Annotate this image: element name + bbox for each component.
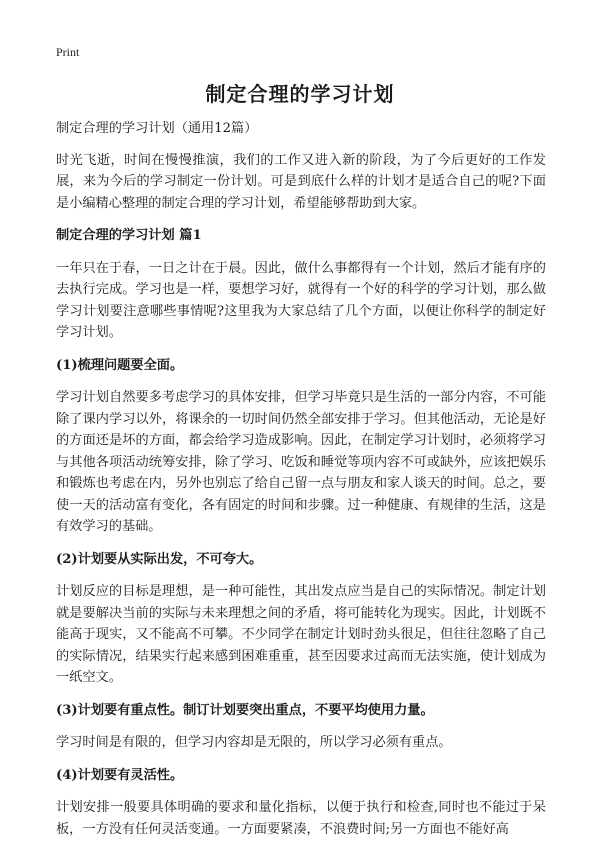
article-intro-paragraph: 一年只在于春，一日之计在于晨。因此，做什么事都得有一个计划，然后才能有序的去执行完成。学习也是一样，要想学习好，就得有一个好的科学的学习计划，那么做学习计划要注意哪些事情呢?这里我为大家总结了几个方面，以便让你科学的制定好学习计划。: [56, 260, 546, 340]
section-heading-3: (3)计划要有重点性。制订计划要突出重点，不要平均使用力量。: [56, 702, 434, 718]
section-body-3: 学习时间是有限的，但学习内容却是无限的，所以学习必须有重点。: [56, 735, 452, 750]
print-label: Print: [56, 45, 80, 59]
section-heading-1: (1)梳理问题要全面。: [56, 357, 184, 373]
section-heading-2: (2)计划要从实际出发，不可夸大。: [56, 551, 263, 567]
intro-paragraph: 时光飞逝，时间在慢慢推演，我们的工作又进入新的阶段，为了今后更好的工作发展，来为今后的学习制定一份计划。可是到底什么样的计划才是适合自己的呢?下面是小编精心整理的制定合理的学习计划，希望能够帮助到大家。: [56, 152, 546, 211]
section-body-1: 学习计划自然要多考虑学习的具体安排，但学习毕竟只是生活的一部分内容，不可能除了课内学习以外，将课余的一切时间仍然全部安排于学习。但其他活动，无论是好的方面还是坏的方面，都会给学习造成影响。因此，在制定学习计划时，必须将学习与其他各项活动统筹安排，除了学习、吃饭和睡觉等项内容不可或缺外，应该把娱乐和锻炼也考虑在内，另外也别忘了给自己留一点与朋友和家人谈天的时间。总之，要使一天的活动富有变化，各有固定的时间和步骤。过一种健康、有规律的生活，这是有效学习的基础。: [56, 390, 546, 534]
document-title: 制定合理的学习计划: [205, 82, 395, 106]
section-heading-4: (4)计划要有灵活性。: [56, 767, 184, 783]
document-subtitle: 制定合理的学习计划（通用12篇）: [56, 121, 258, 136]
section-body-2: 计划反应的目标是理想，是一种可能性，其出发点应当是自己的实际情况。制定计划就是要解决当前的实际与未来理想之间的矛盾，将可能转化为现实。因此，计划既不能高于现实，又不能高不可攀。不少同学在制定计划时劲头很足，但往往忽略了自己的实际情况，结果实行起来感到困难重重，甚至因要求过高而无法实施，使计划成为一纸空文。: [56, 584, 546, 685]
article-heading: 制定合理的学习计划 篇1: [56, 228, 202, 243]
section-body-4: 计划安排一般要具体明确的要求和量化指标，以便于执行和检查,同时也不能过于呆板，一方没有任何灵活变通。一方面要紧凑，不浪费时间;另一方面也不能好高: [56, 800, 546, 837]
document-body: [56, 118, 546, 851]
